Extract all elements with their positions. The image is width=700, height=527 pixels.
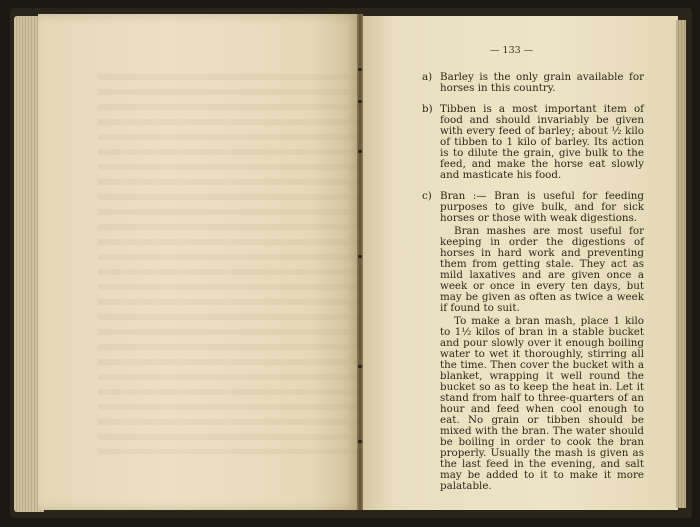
- show-through-text: [98, 74, 358, 454]
- item-body: [440, 104, 644, 181]
- list-item-a: [422, 72, 644, 94]
- right-page-edges: [676, 20, 686, 508]
- binding-stitch: [358, 100, 362, 103]
- item-marker: b): [422, 103, 433, 115]
- paragraph: Tibben is a most important item of food and should invariably be given with every feed of barley; about ½ kilo of tibben to 1 kilo of barley. Its action is to dilute the grain, give bulk to the feed, and make the horse eat slowly and masticate his food.: [440, 103, 644, 181]
- binding-stitch: [358, 150, 362, 153]
- binding-stitch: [358, 365, 362, 368]
- item-body: [440, 72, 644, 94]
- paragraph: Bran mashes are most useful for keeping in order the digestions of horses in hard work and preventing them from getting stale. They act as mild laxatives and are given once a week or once in every ten days, but may be given as often as twice a week if found to suit.: [440, 225, 644, 314]
- page-number: — 133 —: [490, 45, 534, 56]
- paragraph: To make a bran mash, place 1 kilo to 1½ kilos of bran in a stable bucket and pour slowly over it enough boiling water to wet it thoroughly, stirring all the time. Then cover the bucket with a blanket, wrapping it well round the bucket so as to keep the heat in. Let it stand from half to three-quarters of an hour and feed when cool enough to eat. No grain or tibben should be mixed with the bran. The water should be boiling in order to cook the bran properly. Usually the mash is given as the last feed in the evening, and salt may be added to it to make it more palatable.: [440, 315, 644, 492]
- paragraph: Bran :— Bran is useful for feeding purposes to give bulk, and for sick horses or those with weak digestions.: [440, 190, 644, 224]
- item-body: [440, 191, 644, 492]
- binding-stitch: [358, 68, 362, 71]
- page-text: [422, 72, 644, 502]
- list-item-b: [422, 104, 644, 181]
- binding-stitch: [358, 255, 362, 258]
- item-marker: a): [422, 71, 433, 83]
- binding-stitch: [358, 440, 362, 443]
- paragraph: Barley is the only grain available for horses in this country.: [440, 71, 644, 94]
- list-item-c: [422, 191, 644, 492]
- item-marker: c): [422, 190, 432, 202]
- left-page: [38, 14, 360, 510]
